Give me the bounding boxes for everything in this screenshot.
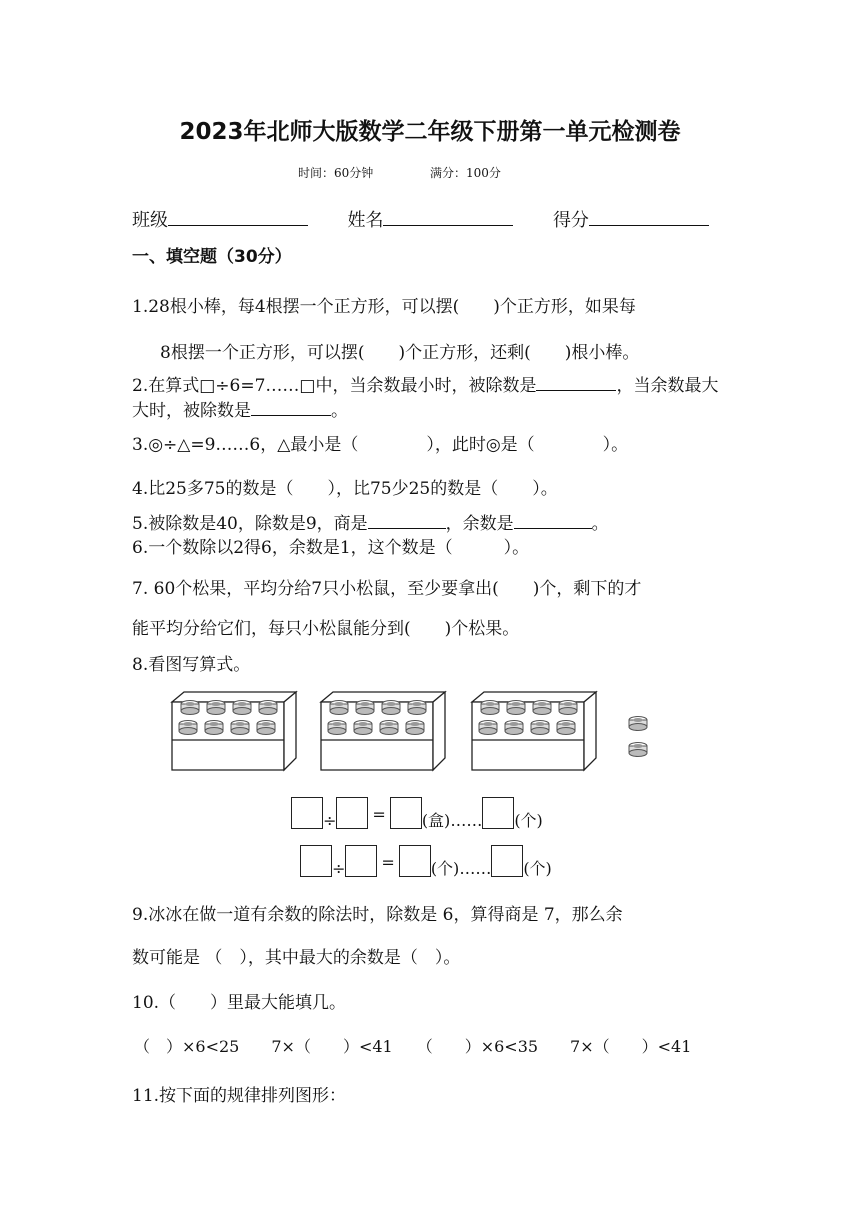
question-7-line-2: 能平均分给它们，每只小松鼠能分到( )个松果。: [132, 619, 520, 639]
question-2-text-c: 大时，被除数是: [132, 401, 251, 421]
exam-full-score: 满分：100分: [430, 166, 501, 180]
box-1: [172, 692, 296, 770]
section-1-heading: 一、填空题（30分）: [132, 247, 292, 267]
eq2-divide-sign: ÷: [332, 859, 346, 878]
eq1-divide-sign: ÷: [323, 811, 337, 830]
question-5-blank-1[interactable]: [368, 511, 446, 529]
eq1-box-divisor[interactable]: [336, 797, 368, 829]
question-4: 4.比25多75的数是（ ），比75少25的数是（ ）。: [132, 479, 558, 499]
question-7-line-1: 7. 60个松果，平均分给7只小松鼠，至少要拿出( )个，剩下的才: [132, 579, 642, 599]
question-11: 11.按下面的规律排列图形：: [132, 1086, 347, 1106]
eq1-remainder-dots: ……: [450, 811, 483, 830]
eq2-box-dividend[interactable]: [300, 845, 332, 877]
question-6: 6.一个数除以2得6，余数是1，这个数是（ ）。: [132, 538, 530, 558]
question-1-line-1: 1.28根小棒，每4根摆一个正方形，可以摆( )个正方形，如果每: [132, 297, 636, 317]
question-5-text-c: 。: [591, 514, 609, 534]
question-2-text-d: 。: [331, 401, 348, 421]
eq1-remainder-unit: (个): [514, 811, 543, 830]
eq2-remainder-dots: ……: [459, 859, 492, 878]
equation-row-1: [291, 797, 543, 829]
question-2-blank-1[interactable]: [536, 373, 616, 391]
eq2-box-remainder[interactable]: [491, 845, 523, 877]
score-blank[interactable]: [589, 207, 709, 226]
question-5-blank-2[interactable]: [514, 511, 592, 529]
boxes-illustration: [0, 688, 860, 788]
equation-row-2: [300, 845, 552, 877]
page-title: 2023年北师大版数学二年级下册第一单元检测卷: [179, 119, 681, 145]
question-2-text-a: 2.在算式□÷6=7……□中，当余数最小时，被除数是: [132, 376, 537, 396]
eq2-remainder-unit: (个): [523, 859, 552, 878]
question-3: 3.◎÷△=9……6，△最小是（ ），此时◎是（ ）。: [132, 435, 629, 455]
eq1-quotient-unit: (盒): [421, 811, 451, 830]
name-label: 姓名: [347, 210, 384, 231]
eq1-box-remainder[interactable]: [482, 797, 514, 829]
question-10-heading: 10.（ ）里最大能填几。: [132, 993, 347, 1013]
question-5-text-b: ，余数是: [445, 514, 514, 534]
eq2-equals-sign: =: [381, 853, 395, 872]
exam-time: 时间：60分钟: [298, 166, 374, 180]
eq1-equals-sign: =: [372, 805, 386, 824]
loose-item-2: [629, 743, 647, 757]
eq2-box-divisor[interactable]: [345, 845, 377, 877]
eq2-box-quotient[interactable]: [399, 845, 431, 877]
student-info-row: [132, 206, 709, 232]
box-2: [321, 692, 445, 770]
question-9-line-2: 数可能是 （ ），其中最大的余数是（ ）。: [132, 948, 461, 968]
eq1-box-dividend[interactable]: [291, 797, 323, 829]
name-blank[interactable]: [383, 207, 513, 226]
loose-item-1: [629, 717, 647, 731]
question-8: 8.看图写算式。: [132, 655, 251, 675]
question-2-line-2: [132, 396, 348, 421]
question-5-text-a: 5.被除数是40，除数是9，商是: [132, 514, 368, 534]
class-label: 班级: [132, 210, 168, 231]
score-label: 得分: [552, 210, 589, 231]
question-2-line-1: [132, 371, 718, 396]
eq2-quotient-unit: (个): [430, 859, 460, 878]
question-10-items: （ ）×6<25 7×（ ）<41 （ ）×6<35 7×（ ）<41: [134, 1037, 692, 1056]
question-1-line-2: 8根摆一个正方形，可以摆( )个正方形，还剩( )根小棒。: [160, 343, 640, 363]
question-2-text-b: ，当余数最大: [616, 376, 719, 396]
class-blank[interactable]: [168, 207, 308, 226]
question-2-blank-2[interactable]: [251, 398, 331, 416]
question-5: [132, 509, 609, 534]
question-9-line-1: 9.冰冰在做一道有余数的除法时，除数是 6，算得商是 7，那么余: [132, 905, 623, 925]
box-3: [472, 692, 596, 770]
eq1-box-quotient[interactable]: [390, 797, 422, 829]
